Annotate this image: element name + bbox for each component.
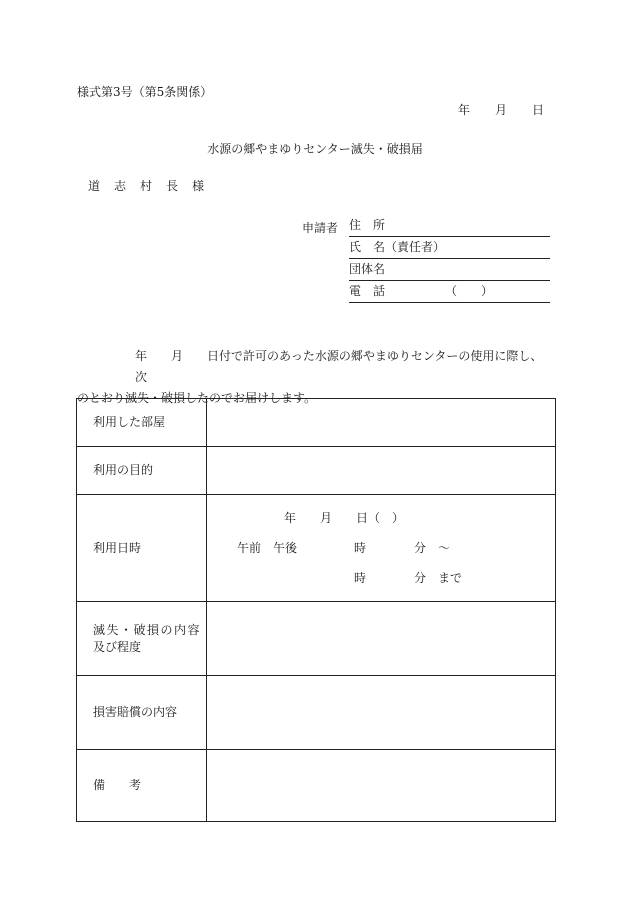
phone-area-code: （ ） xyxy=(445,284,494,298)
addressee-char: 志 xyxy=(114,179,127,193)
end-minute: 分 まで xyxy=(414,571,463,585)
addressee-char: 村 xyxy=(140,179,153,193)
form-number: 様式第3号（第5条関係） xyxy=(77,85,213,99)
date-value: 年 月 日（ ） xyxy=(284,511,405,525)
addressee-char: 長 xyxy=(166,179,179,193)
end-hour: 時 xyxy=(354,571,367,585)
statement-line-2: のとおり滅失・破損したのでお届けします。 xyxy=(77,391,317,405)
damage-input[interactable] xyxy=(207,602,556,676)
day-label: 日 xyxy=(532,103,545,117)
start-minute: 分 ～ xyxy=(414,541,451,555)
start-hour: 時 xyxy=(354,541,367,555)
statement-line-1: 年 月 日付で許可のあった水源の郷やまゆりセンターの使用に際し、次 xyxy=(135,349,543,384)
datetime-label: 利用日時 xyxy=(77,495,207,602)
compensation-label: 損害賠償の内容 xyxy=(77,676,207,750)
purpose-label: 利用の目的 xyxy=(77,447,207,495)
group-label: 団体名 xyxy=(349,262,386,276)
phone-label: 電 話 xyxy=(349,284,386,298)
address-label: 住 所 xyxy=(349,218,386,232)
applicant-label: 申請者 xyxy=(302,221,339,235)
document-title: 水源の郷やまゆりセンター滅失・破損届 xyxy=(207,142,423,156)
address-field[interactable] xyxy=(349,218,550,237)
addressee-char: 道 xyxy=(88,179,101,193)
room-input[interactable] xyxy=(207,399,556,447)
addressee-char: 様 xyxy=(192,179,205,193)
compensation-row xyxy=(77,676,556,750)
damage-label xyxy=(77,602,207,676)
remarks-row xyxy=(77,750,556,822)
room-label: 利用した部屋 xyxy=(77,399,207,447)
group-field[interactable] xyxy=(349,262,550,281)
purpose-row xyxy=(77,447,556,495)
year-label: 年 xyxy=(458,103,471,117)
datetime-input[interactable] xyxy=(207,495,556,602)
room-row xyxy=(77,399,556,447)
compensation-input[interactable] xyxy=(207,676,556,750)
addressee xyxy=(88,180,218,192)
month-label: 月 xyxy=(495,103,508,117)
name-label: 氏 名（責任者） xyxy=(349,240,446,254)
datetime-row xyxy=(77,495,556,602)
damage-label-line-1: 滅失・破損の内容 xyxy=(93,622,202,637)
damage-label-line-2: 及び程度 xyxy=(93,639,142,654)
ampm-choice[interactable]: 午前 午後 xyxy=(237,541,298,555)
submission-date xyxy=(458,104,544,116)
report-table xyxy=(76,398,556,822)
name-field[interactable] xyxy=(349,240,550,259)
purpose-input[interactable] xyxy=(207,447,556,495)
remarks-input[interactable] xyxy=(207,750,556,822)
remarks-label: 備 考 xyxy=(77,750,207,822)
phone-field[interactable] xyxy=(349,284,550,303)
damage-row xyxy=(77,602,556,676)
